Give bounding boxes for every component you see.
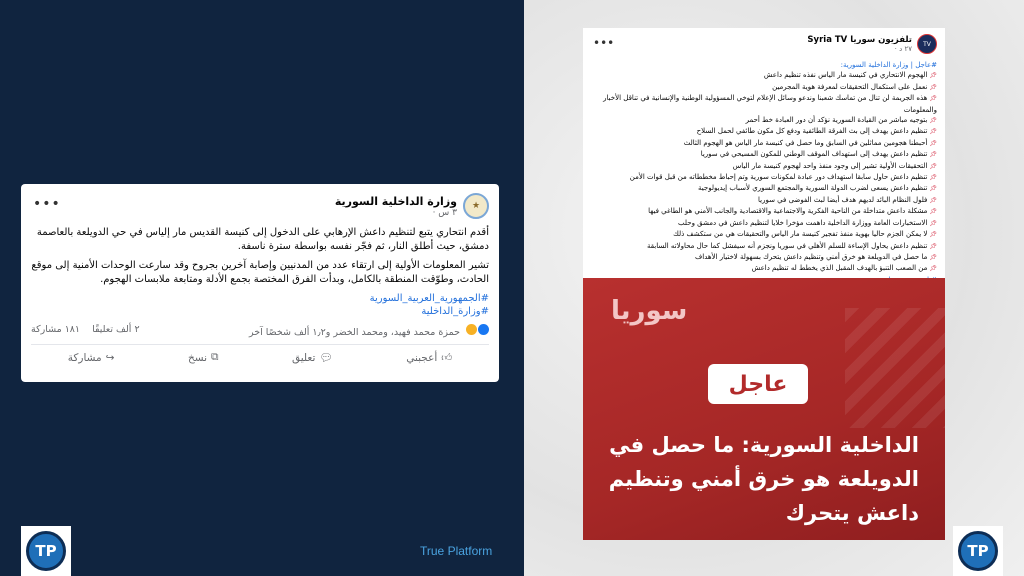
comment-label: تعليق <box>292 351 316 364</box>
page-avatar[interactable]: TV <box>917 34 937 54</box>
pin-icon: 📌︎ <box>929 128 937 136</box>
pin-icon: 📌︎ <box>929 162 937 170</box>
copy-button[interactable] <box>188 351 219 364</box>
page-name[interactable]: تلفزيون سوريا Syria TV <box>807 35 912 45</box>
statement-text: تنظيم داعش يهدف إلى استهداف الموقف الوطني للمكون المسيحي في سوريا <box>700 150 928 159</box>
logo-mark: TP <box>26 531 66 571</box>
statement-text: تنظيم داعش يهدف إلى بث الفرقة الطائفية ودفع كل مكون طائفي لحمل السلاح <box>696 127 928 136</box>
shares-count[interactable]: ١٨١ مشاركة <box>31 324 80 335</box>
pin-icon: 📌︎ <box>929 139 937 147</box>
news-banner-image[interactable] <box>583 278 945 540</box>
banner-stripes <box>845 308 945 428</box>
statement-line <box>591 82 937 93</box>
copy-label: نسخ <box>187 351 208 364</box>
post-time[interactable]: ٣ س · <box>432 207 457 218</box>
statement-line <box>591 218 937 229</box>
statement-line <box>591 241 937 252</box>
thumbs-up-icon: 👍︎ <box>441 352 453 364</box>
statement-text: تنظيم داعش حاول سابقا استهداف دور عبادة لمكونات سورية وتم إحباط مخططاته من قبل قوات الأمن <box>629 173 928 182</box>
statement-line <box>591 126 937 137</box>
statement-line <box>591 161 937 172</box>
pin-icon: 📌︎ <box>929 208 937 216</box>
pin-icon: 📌︎ <box>929 185 937 193</box>
statement-text: لا يمكن الجزم حاليا بهوية منفذ تفجير كنيسة مار الياس والتحقيقات هي من ستكشف ذلك <box>673 230 928 239</box>
statement-text: من الصعب التنبؤ بالهدف المقبل الذي يخطط له تنظيم داعش <box>751 264 928 273</box>
post-header <box>31 192 489 220</box>
pin-icon: 📌︎ <box>929 242 937 250</box>
statement-text: التحقيقات الأولية تشير إلى وجود منفذ واحد لهجوم كنيسة مار الياس <box>732 161 928 170</box>
comment-icon: 💬︎ <box>319 352 333 364</box>
true-platform-logo-right <box>953 526 1003 576</box>
channel-logo: سوريا <box>611 296 688 326</box>
pin-icon: 📌︎ <box>929 117 937 125</box>
statement-line <box>591 138 937 149</box>
post-time[interactable]: ٢٧ د · <box>894 45 912 53</box>
pin-icon: 📌︎ <box>929 174 937 182</box>
like-label: أعجبني <box>406 351 438 364</box>
post-intro: #عاجل | وزارة الداخلية السورية: <box>840 61 937 69</box>
sad-reaction-icon <box>466 324 477 335</box>
post-header <box>583 28 945 60</box>
comments-count[interactable]: ٢ ألف تعليقًا <box>92 324 140 335</box>
ministry-post-card <box>21 184 499 382</box>
statement-text: ما حصل في الدويلعة هو خرق أمني وتنظيم داعش يتحرك بسهولة لاختيار الأهداف <box>695 252 928 261</box>
post-actions <box>31 345 489 364</box>
post-paragraph-1: أقدم انتحاري يتبع لتنظيم داعش الإرهابي على الدخول إلى كنيسة القديس مار إلياس في حي الدويلعة بالعاصمة دمشق، حيث أطلق النار، ثم فجّر نفسه بواسطة سترة ناسفة. <box>36 227 489 252</box>
more-options-icon[interactable]: ••• <box>593 36 615 50</box>
reactions-text: حمزة محمد فهيد، ومحمد الخضر و١٫٢ ألف شخصًا آخر <box>249 327 460 338</box>
pin-icon: 📌︎ <box>929 231 937 239</box>
statement-line <box>591 115 937 126</box>
statement-text: هذه الجريمة لن تنال من تماسك شعبنا وندعو وسائل الإعلام لتوخي المسؤولية الوطنية والإنسانية في تناقل الأخبار والمعلومات <box>603 94 937 114</box>
reactions-summary[interactable] <box>249 324 489 338</box>
pin-icon: 📌︎ <box>929 72 937 80</box>
statement-line <box>591 149 937 160</box>
like-reaction-icon <box>478 324 489 335</box>
comment-button[interactable] <box>292 351 333 364</box>
share-button[interactable] <box>68 351 115 364</box>
statement-line <box>591 195 937 206</box>
pin-icon: 📌︎ <box>929 151 937 159</box>
statement-text: بتوجيه مباشر من القيادة السورية نؤكد أن دور العبادة خط أحمر <box>745 116 928 125</box>
share-label: مشاركة <box>67 351 102 364</box>
urgent-badge: عاجل <box>708 364 808 404</box>
syria-tv-post-card <box>583 28 945 540</box>
pin-icon: 📌︎ <box>929 219 937 227</box>
statement-line <box>591 183 937 194</box>
logo-mark: TP <box>958 531 998 571</box>
pin-icon: 📌︎ <box>929 83 937 91</box>
like-button[interactable] <box>406 351 452 364</box>
statement-line <box>591 263 937 274</box>
statement-line <box>591 252 937 263</box>
statement-text: أحبطنا هجومين مماثلين في السابق وما حصل في كنيسة مار الياس هو الهجوم الثالث <box>683 138 928 147</box>
statement-line <box>591 172 937 183</box>
post-body <box>583 60 945 285</box>
statement-list <box>591 70 937 274</box>
statement-text: نعمل على استكمال التحقيقات لمعرفة هوية المجرمين <box>772 82 928 91</box>
post-paragraph-2: تشير المعلومات الأولية إلى ارتقاء عدد من المدنيين وإصابة آخرين بجروح وقد سارعت الوحدات الأمنية إلى موقع الحادث، وطوّقت المنطقة بالكامل، وبدأت الفرق المختصة بجمع الأدلة ومتابعة ملابسات الهجوم. <box>31 260 489 285</box>
statement-text: تنظيم داعش يسعى لضرب الدولة السورية والمجتمع السوري لأسباب إيديولوجية <box>698 184 928 193</box>
statement-text: تنظيم داعش يحاول الإساءة للسلم الأهلي في سوريا ونجزم أنه سيفشل كما حال محاولاته السابقة <box>646 241 928 250</box>
pin-icon: 📌︎ <box>929 196 937 204</box>
post-stats <box>31 324 489 345</box>
statement-line <box>591 70 937 81</box>
statement-text: مشكلة داعش متداخلة من الناحية الفكرية والاجتماعية والاقتصادية والجانب الأمني هو الطاغي فيها <box>648 207 928 216</box>
statement-text: الهجوم الانتحاري في كنيسة مار الياس نفذه تنظيم داعش <box>763 71 928 80</box>
pin-icon: 📌︎ <box>929 95 937 103</box>
pin-icon: 📌︎ <box>929 253 937 261</box>
more-options-icon[interactable]: ••• <box>33 196 61 212</box>
page-avatar[interactable]: ★ <box>463 193 489 219</box>
share-icon: ↪ <box>105 351 115 364</box>
reaction-icons <box>466 324 489 335</box>
statement-text: الاستخبارات العامة ووزارة الداخلية داهمت مؤخرا خلايا لتنظيم داعش في دمشق وحلب <box>678 218 928 227</box>
hashtag-link[interactable]: #وزارة_الداخلية <box>421 306 489 317</box>
statement-line <box>591 206 937 217</box>
statement-text: فلول النظام البائد لديهم هدف أيضا لبث الفوضى في سوريا <box>758 195 928 204</box>
true-platform-logo <box>21 526 71 576</box>
pin-icon: 📌︎ <box>929 265 937 273</box>
banner-headline: الداخلية السورية: ما حصل في الدويلعة هو خرق أمني وتنظيم داعش يتحرك <box>608 433 919 525</box>
page-name[interactable]: وزارة الداخلية السورية <box>334 194 457 208</box>
watermark-text: True Platform <box>420 544 493 558</box>
post-body <box>31 226 489 318</box>
copy-icon: ⧉ <box>211 351 219 363</box>
statement-line <box>591 229 937 240</box>
hashtag-link[interactable]: #الجمهورية_العربية_السورية <box>369 293 489 304</box>
statement-line <box>591 93 937 115</box>
